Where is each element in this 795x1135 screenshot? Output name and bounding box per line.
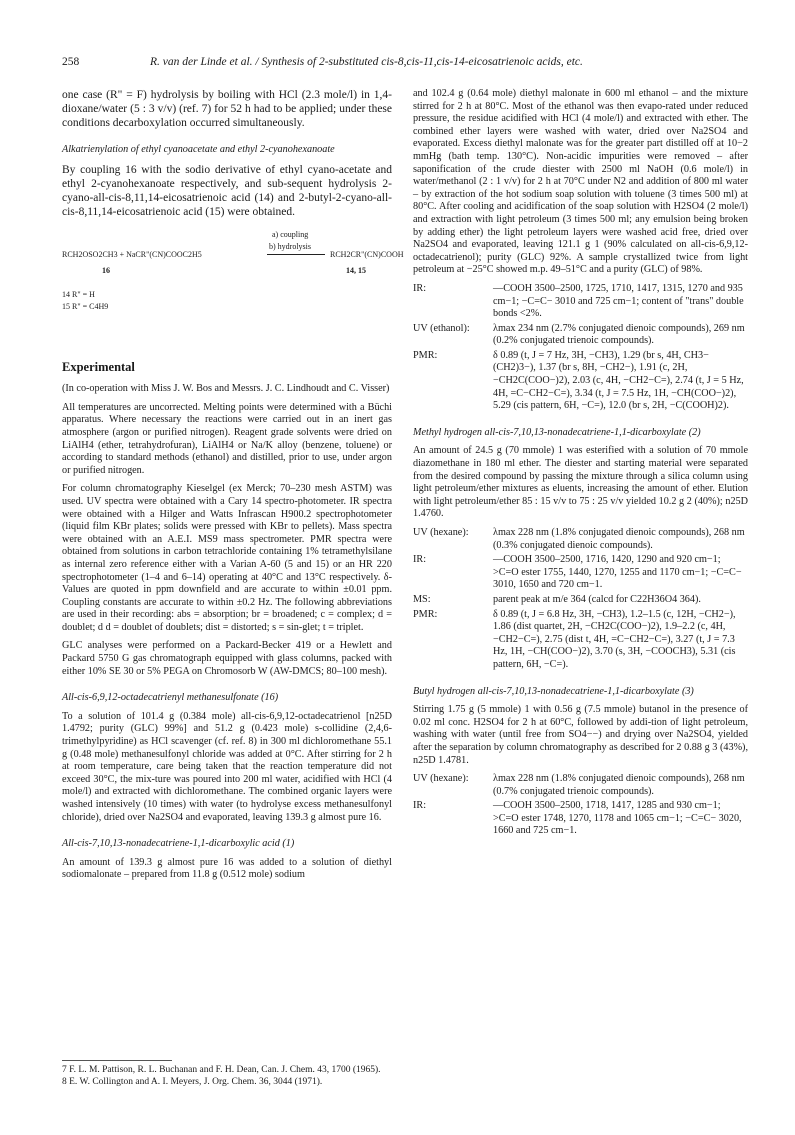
page-number: 258 xyxy=(62,56,80,68)
experimental-heading: Experimental xyxy=(62,359,135,374)
paragraph: For column chromatography Kieselgel (ex Merck; 70–230 mesh ASTM) was used. UV spectra were obtained with a Cary 14 spectro-photometer. IR spectra were obtained with a Hilger and Watts Infrascan H900.2 spectrophotometer (liquid film KBr plates; solids were pressed with KBr to pellets). Mass spectra were obtained with an A.E.I. MS9 mass spectrometer. PMR spectra were obtained from solutions in carbon tetrachloride containing 1% tetramethylsilane as internal zero reference either with a Varian A-60 (5 and 15) or an HR 220 spectrophotometer (1–4 and 6–14) operating at 40°C and 13°C respectively. δ-Values are quoted in ppm downfield and are accurate to within ±0.01 ppm. Coupling constants are accurate to within ±0.2 Hz. The following abbreviations are used in their recording: abs = absorption; br = broadened; c = complex; d = doublet; d d = doublet of doublets; dist = distorted; s = sin-glet; t = triplet. xyxy=(62,483,392,633)
right-column xyxy=(413,88,748,840)
paragraph: GLC analyses were performed on a Packard-Becker 419 or a Hewlett and Packard 5750 G gas chromatograph equipped with glass columns, packed with either 10% SE 30 or 5% PEGA on Chromosorb W (AW-DMCS; 80–100 mesh). xyxy=(62,640,392,677)
footnote-7: 7 F. L. M. Pattison, R. L. Buchanan and F. H. Dean, Can. J. Chem. 43, 1700 (1965). xyxy=(62,1065,381,1075)
ir-data: IR: —COOH 3500–2500, 1725, 1710, 1417, 1315, 1270 and 935 cm−1; −C=C− 3010 and 725 cm−1; content of "trans" double bonds <2%. xyxy=(413,282,744,320)
pmr-data: PMR: δ 0.89 (t, J = 6.8 Hz, 3H, −CH3), 1.2–1.5 (c, 12H, −CH2−), 1.86 (dist quartet, 2H, −CH2C(COO−)2), 1.9–2.2 (c, 4H, −CH2−C=), 2.75 (dist t, 4H, =C−CH2−C=), 3.27 (t, J = 7.3 Hz, 1H, −CH(COO−)2), 3.70 (s, 3H, −COOCH3), 5.31 (cis pattern, 6H, −C=). xyxy=(413,608,736,670)
pmr-data: PMR: δ 0.89 (t, J = 7 Hz, 3H, −CH3), 1.29 (br s, 4H, CH3−(CH2)3−), 1.37 (br s, 8H, −CH2−), 1.91 (c, 2H, −CH2C(COO−)2), 2.03 (c, 4H, −CH2−C=), 2.74 (t, J = 5 Hz, 4H, =C−CH2−C=), 3.34 (t, J = 7.5 Hz, 1H, −CH(COO−)2), 5.29 (cis pattern, 6H, −C=), 12.0 (br s, 2H, −C(COOH)2). xyxy=(413,349,744,412)
scheme-definition: 15 R" = C4H9 xyxy=(62,301,109,311)
scheme-product-number: 14, 15 xyxy=(346,265,366,275)
section-heading: Methyl hydrogen all-cis-7,10,13-nonadecatriene-1,1-dicarboxylate (2) xyxy=(413,426,701,438)
reaction-arrow xyxy=(267,254,325,255)
section-heading: All-cis-7,10,13-nonadecatriene-1,1-dicarboxylic acid (1) xyxy=(62,838,295,850)
scheme-product: RCH2CR"(CN)COOH xyxy=(330,249,404,259)
paragraph: To a solution of 101.4 g (0.384 mole) all-cis-6,9,12-octadecatrienol [n25D 1.4792; purity (GLC) 99%] and 51.2 g (0.423 mole) s-collidine (2,4,6-trimethylpyridine) as HCl scavenger (cf. ref. 8) in 300 ml dichloromethane 55.1 g (0.48 mole) methanesulfonyl chloride was added at 0°C. After stirring for 2 h at room temperature, care being taken that the reaction temperature did not exceed 30°C, the mix-ture was poured into 200 ml water, acidified with HCl (4 mole/l) and extracted with dichloromethane. The combined organic layers were washed intensively (10 times) with water (to hydrolyse excess methanesulfonyl chloride), dried over Na2SO4 and evaporated, leaving 139.3 g almost pure 16. xyxy=(62,710,392,823)
ms-data: MS: parent peak at m/e 364 (calcd for C22H36O4 364). xyxy=(413,593,701,605)
section-heading: All-cis-6,9,12-octadecatrienyl methanesulfonate (16) xyxy=(62,692,279,704)
reaction-scheme xyxy=(62,225,404,335)
paragraph: By coupling 16 with the sodio derivative of ethyl cyano-acetate and ethyl 2-cyanohexanoate respectively, and sub-sequent hydrolysis 2-cyano-all-cis-8,11,14-eicosatrienoic acid (14) and 2-butyl-2-cyano-all-cis-8,11,14-eicosatrienoic acid (15) were obtained. xyxy=(62,163,392,218)
section-heading: Butyl hydrogen all-cis-7,10,13-nonadecatriene-1,1-dicarboxylate (3) xyxy=(413,685,694,697)
uv-data: UV (hexane): λmax 228 nm (1.8% conjugated dienoic compounds), 268 nm (0.3% conjugated dienoic compounds). xyxy=(413,527,745,551)
paragraph: An amount of 139.3 g almost pure 16 was added to a solution of diethyl sodiomalonate – prepared from 11.8 g (0.512 mole) sodium xyxy=(62,856,392,881)
paragraph: one case (R" = F) hydrolysis by boiling with HCl (2.3 mole/l) in 1,4-dioxane/water (5 : 3 v/v) (ref. 7) for 52 h had to be applied; under these conditions decarboxylation occurred simultaneously. xyxy=(62,89,392,129)
scheme-reactant-number: 16 xyxy=(102,265,110,275)
paragraph: (In co-operation with Miss J. W. Bos and Messrs. J. C. Lindhoudt and C. Visser) xyxy=(62,383,390,395)
paragraph: An amount of 24.5 g (70 mmole) 1 was esterified with a solution of 70 mmole diazomethane in 180 ml ether. The diester and starting material were separated from the desired compound by passing the mixture through a silica column using light petroleum/ether mixtures as eluents, increasing the amount of ether. Elution with light petroleum/ether 85 : 15 v/v to 75 : 25 v/v yielded 10.2 g 2 (40%); n25D 1.4760. xyxy=(413,445,748,520)
left-column xyxy=(62,88,404,888)
scheme-step-a: a) coupling xyxy=(272,229,309,239)
scheme-reactants: RCH2OSO2CH3 + NaCR"(CN)COOC2H5 xyxy=(62,249,202,259)
uv-data: UV (ethanol): λmax 234 nm (2.7% conjugated dienoic compounds), 269 nm (0.2% conjugated trienoic compounds). xyxy=(413,322,745,347)
footnotes xyxy=(62,1064,392,1088)
running-title: R. van der Linde et al. / Synthesis of 2-substituted cis-8,cis-11,cis-14-eicosatrienoic acids, etc. xyxy=(150,56,583,68)
ir-data: IR: —COOH 3500–2500, 1718, 1417, 1285 and 930 cm−1; >C=O ester 1748, 1270, 1178 and 1065 cm−1; −C=C− 3020, 1660 and 725 cm−1. xyxy=(413,800,742,837)
scheme-step-b: b) hydrolysis xyxy=(269,241,311,251)
section-heading: Alkatrienylation of ethyl cyanoacetate and ethyl 2-cyanohexanoate xyxy=(62,144,335,155)
uv-data: UV (hexane): λmax 228 nm (1.8% conjugated dienoic compounds), 268 nm (0.7% conjugated trienoic compounds). xyxy=(413,773,745,797)
footnote-rule xyxy=(62,1060,172,1061)
footnote-8: 8 E. W. Collington and A. I. Meyers, J. Org. Chem. 36, 3044 (1971). xyxy=(62,1077,323,1087)
ir-data: IR: —COOH 3500–2500, 1716, 1420, 1290 and 920 cm−1; >C=O ester 1755, 1440, 1270, 1255 and 1170 cm−1; −C=C− 3010, 1650 and 720 cm−1. xyxy=(413,554,742,591)
scheme-definition: 14 R" = H xyxy=(62,289,95,299)
paragraph: All temperatures are uncorrected. Melting points were determined with a Büchi apparatus. Where necessary the reactions were carried out in an inert gas atmosphere (argon or purified nitrogen). Reagent grade solvents were dried on LiAlH4 (ether, tetrahydrofuran), LiAlH4 or Na/K alloy (benzene, toluene) or according to standard methods (ethanol) and distilled, prior to use, under argon or purified nitrogen. xyxy=(62,401,392,476)
paragraph: Stirring 1.75 g (5 mmole) 1 with 0.56 g (7.5 mmole) butanol in the presence of 0.02 ml conc. H2SO4 for 2 h at 60°C, followed by addi-tion of light petroleum, washing with water (until free from SO4−−) and drying over Na2SO4, yielded after the separation by column chromatography as described for 2 0.88 g 3 (43%), n25D 1.4781. xyxy=(413,704,748,766)
paragraph: and 102.4 g (0.64 mole) diethyl malonate in 600 ml ethanol – and the mixture stirred for 2 h at 80°C. Most of the ethanol was then evapo-rated under reduced pressure, the residue acidified with HCl (4 mole/l) and extracted with ether. The combined ether layers were washed with water, dried over Na2SO4 and evaporated. Excess diethyl malonate was for the greater part distilled off at 10−2 mmHg (bath temp. 130°C). Non-acidic impurities were removed – after saponification of the crude diester with 2500 ml NaOH (0.6 mole/l) in water/methanol (2 : 1 v/v) for 2 h at 70°C under N2 and addition of 800 ml water – by extraction of the hot sodium soap solution with toluene (3 times 500 ml) at 80°C. After cooling and acidification of the soap solution with H2SO4 (2 mole/l) and extraction with light petroleum (3 times 500 ml; any emulsion being broken by adding ether) the light petroleum layers were washed acid free, dried over Na2SO4 and evaporated, leaving 121.1 g 1 (90% calculated on all-cis-6,9,12-octadecatrienol); purity (GLC) 92%. A sample crystallized twice from light petroleum at −25°C showed m.p. 49–51°C and a purity (GLC) of 98%. xyxy=(413,88,748,276)
